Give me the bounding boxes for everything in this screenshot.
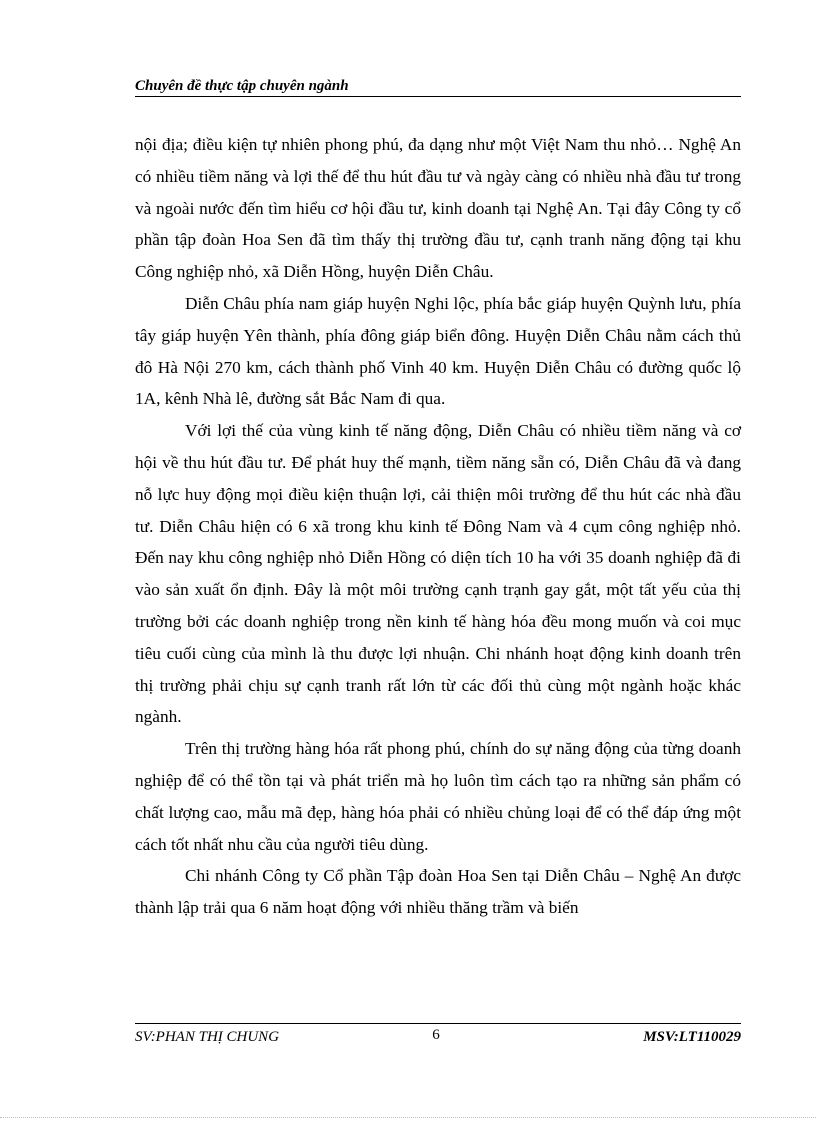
page-bottom-edge [0, 1117, 816, 1118]
paragraph-1: nội địa; điều kiện tự nhiên phong phú, đa dạng như một Việt Nam thu nhỏ… Nghệ An có nhiều tiềm năng và lợi thế để thu hút đầu tư và ngày càng có nhiều nhà đầu tư trong và ngoài nước đến tìm hiểu cơ hội đầu tư, kinh doanh tại Nghệ An. Tại đây Công ty cổ phần tập đoàn Hoa Sen đã tìm thấy thị trường đầu tư, cạnh tranh năng động tại khu Công nghiệp nhỏ, xã Diễn Hồng, huyện Diễn Châu. [135, 135, 741, 282]
footer-student-id: MSV:LT110029 [643, 1029, 741, 1045]
paragraph-4: Trên thị trường hàng hóa rất phong phú, chính do sự năng động của từng doanh nghiệp để có thể tồn tại và phát triển mà họ luôn tìm cách tạo ra những sản phẩm có chất lượng cao, mẫu mã đẹp, hàng hóa phải có nhiều chủng loại để có thể đáp ứng một cách tốt nhất nhu cầu của người tiêu dùng. [135, 739, 741, 854]
paragraph-5: Chi nhánh Công ty Cổ phần Tập đoàn Hoa Sen tại Diễn Châu – Nghệ An được thành lập trải qua 6 năm hoạt động với nhiều thăng trầm và biến [135, 866, 741, 918]
paragraph-3: Với lợi thế của vùng kinh tế năng động, Diễn Châu có nhiều tiềm năng và cơ hội về thu hút đầu tư. Để phát huy thế mạnh, tiềm năng sẵn có, Diễn Châu đã và đang nỗ lực huy động mọi điều kiện thuận lợi, cải thiện môi trường để thu hút các nhà đầu tư. Diễn Châu hiện có 6 xã trong khu kinh tế Đông Nam và 4 cụm công nghiệp nhỏ. Đến nay khu công nghiệp nhỏ Diễn Hồng có diện tích 10 ha với 35 doanh nghiệp đã đi vào sản xuất ổn định. Đây là một môi trường cạnh trạnh gay gắt, một tất yếu của thị trường bởi các doanh nghiệp trong nền kinh tế hàng hóa đều mong muốn và coi mục tiêu cuối cùng của mình là thu được lợi nhuận. Chi nhánh hoạt động kinh doanh trên thị trường phải chịu sự cạnh tranh rất lớn từ các đối thủ cùng một ngành hoặc khác ngành. [135, 421, 741, 727]
footer-divider [135, 1023, 741, 1024]
body-text [135, 129, 741, 924]
header-title: Chuyên đề thực tập chuyên ngành [135, 78, 349, 94]
footer-student-name: SV:PHAN THỊ CHUNG [135, 1029, 280, 1045]
footer-page-number: 6 [432, 1027, 440, 1043]
paragraph-2: Diễn Châu phía nam giáp huyện Nghi lộc, phía bắc giáp huyện Quỳnh lưu, phía tây giáp huyện Yên thành, phía đông giáp biển đông. Huyện Diễn Châu nằm cách thủ đô Hà Nội 270 km, cách thành phố Vinh 40 km. Huyện Diễn Châu có đường quốc lộ 1A, kênh Nhà lê, đường sắt Bắc Nam đi qua. [135, 293, 741, 409]
page-header [135, 76, 741, 97]
